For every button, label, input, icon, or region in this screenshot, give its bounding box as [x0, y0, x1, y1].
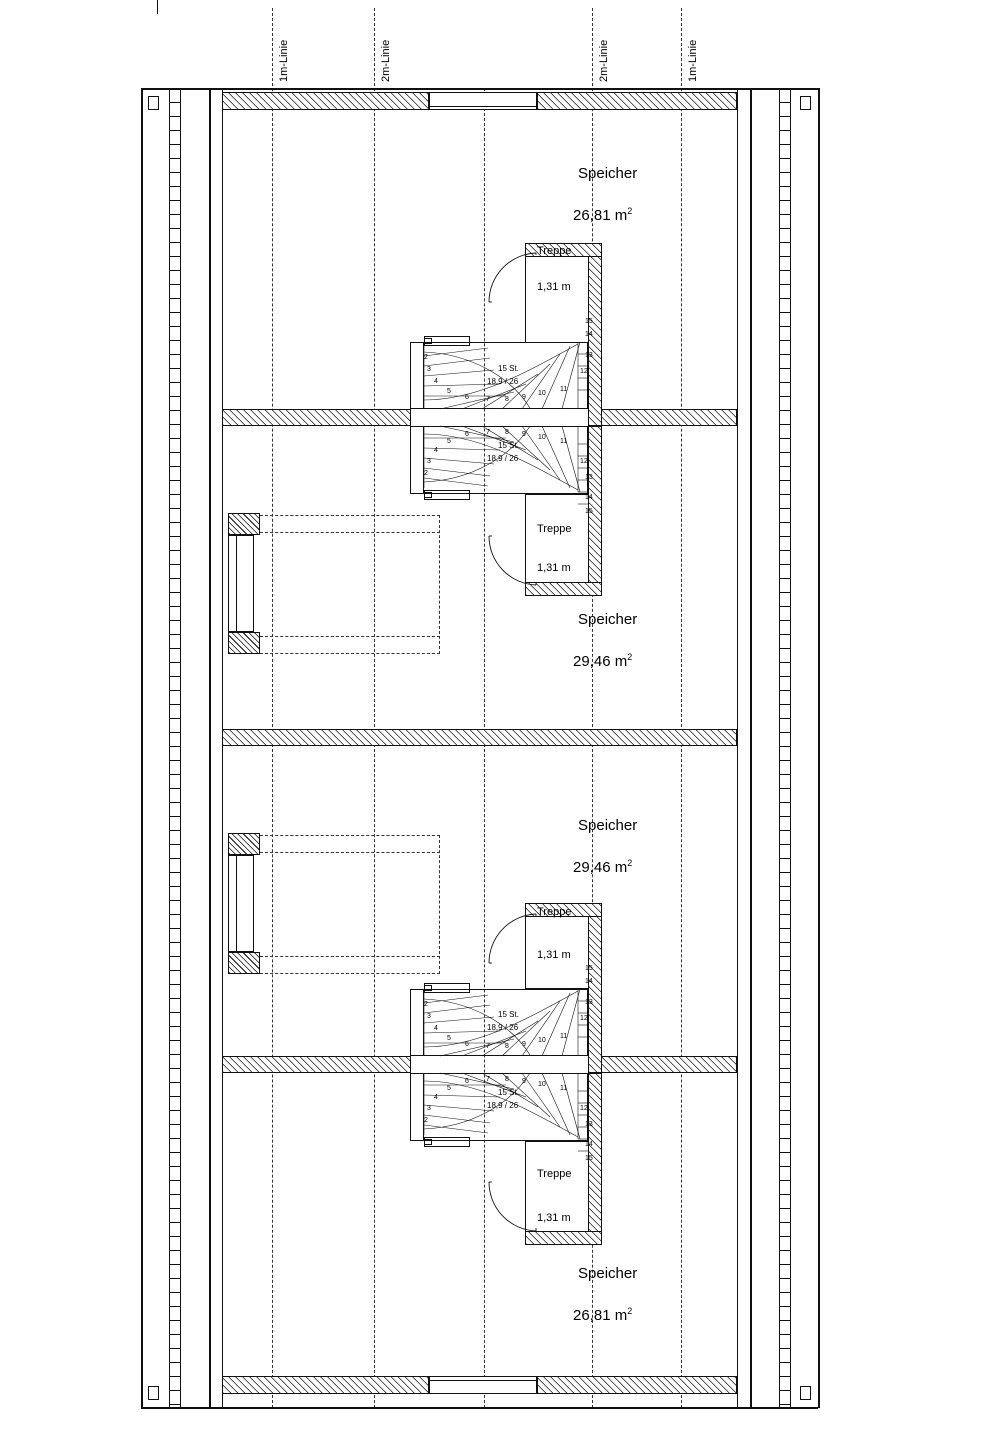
guide-label-2m-right: 2m-Linie [598, 39, 610, 82]
step-number: 9 [522, 1078, 526, 1085]
room-area-speicher-3: 29,46 $m^2$ [573, 858, 633, 876]
step-number: 14 [585, 494, 593, 501]
step-number: 12 [580, 458, 588, 465]
stair-label-treppe-2: Treppe [537, 523, 572, 535]
step-number: 12 [580, 1105, 588, 1112]
window-opening-top-sill [429, 106, 537, 107]
stair-dim-3: 18,9 / 26 [487, 1023, 519, 1032]
exterior-wall-top-left [222, 92, 429, 110]
step-number: 7 [486, 429, 490, 436]
chimney-lower-top [228, 833, 260, 855]
step-number: 3 [427, 1013, 431, 1020]
stair-width-2: 1,31 m [537, 562, 571, 574]
outer-wall-right-inner1 [790, 88, 791, 1408]
room-label-speicher-4: Speicher [578, 1265, 638, 1282]
step-number: 2 [424, 1001, 428, 1008]
step-number: 12 [580, 1015, 588, 1022]
dormer-upper-outline-top2 [260, 532, 440, 533]
step-number: 5 [447, 388, 451, 395]
dormer-lower-outline-right [439, 835, 440, 974]
dormer-upper-outline-bottom [260, 653, 440, 654]
outer-wall-right-edge [818, 88, 820, 1408]
chimney-lower-bottom [228, 952, 260, 974]
step-number: 8 [505, 429, 509, 436]
step-number: 6 [465, 431, 469, 438]
exterior-wall-bottom-right [537, 1376, 737, 1394]
step-number: 2 [424, 470, 428, 477]
corner-marker-br [800, 1386, 811, 1400]
dormer-lower-shaft [228, 855, 254, 952]
step-number: 4 [434, 1025, 438, 1032]
envelope-bottom [141, 1407, 818, 1409]
dormer-upper-outline-right [439, 515, 440, 654]
step-number: 7 [486, 1043, 490, 1050]
party-wall-upper-left [222, 409, 411, 426]
door-arc-4 [488, 1181, 538, 1233]
door-arc-1 [488, 252, 538, 304]
step-number: 6 [465, 394, 469, 401]
outer-wall-left-inner2 [180, 88, 181, 1408]
window-opening-top [429, 92, 537, 110]
stair-dim-4: 18,9 / 26 [487, 1101, 519, 1110]
stair-label-treppe-4: Treppe [537, 1168, 572, 1180]
stair-count-2: 15 St. [498, 441, 519, 450]
step-number: 15 [585, 318, 593, 325]
step-number: 13 [585, 999, 593, 1006]
stair-width-4: 1,31 m [537, 1212, 571, 1224]
corner-marker-bl [148, 1386, 159, 1400]
door-arc-3 [488, 913, 538, 965]
step-number: 4 [434, 378, 438, 385]
corner-marker-tl [148, 96, 159, 110]
dormer-lower-outline-top [260, 835, 440, 836]
step-number: 11 [560, 1033, 568, 1040]
roof-hatch-right [780, 88, 790, 1408]
wall-left-main [209, 88, 211, 1408]
stair-width-1: 1,31 m [537, 281, 571, 293]
exterior-wall-top-right [537, 92, 737, 110]
step-number: 2 [424, 1117, 428, 1124]
room-area-speicher-1: 26,81 $m^2$ [573, 206, 633, 224]
stair-label-treppe-1: Treppe [537, 245, 572, 257]
step-number: 3 [427, 458, 431, 465]
step-number: 2 [424, 354, 428, 361]
stair-width-3: 1,31 m [537, 949, 571, 961]
step-number: 11 [560, 386, 568, 393]
stair-label-treppe-3: Treppe [537, 906, 572, 918]
step-number: 4 [434, 447, 438, 454]
step-number: 9 [522, 394, 526, 401]
dormer-lower-outline-bottom [260, 973, 440, 974]
step-number: 3 [427, 1105, 431, 1112]
stair-dim-2: 18,9 / 26 [487, 454, 519, 463]
step-number: 9 [522, 431, 526, 438]
step-number: 14 [585, 1141, 593, 1148]
step-number: 3 [427, 366, 431, 373]
step-number: 13 [585, 352, 593, 359]
party-wall-upper-right [601, 409, 737, 426]
room-label-speicher-3: Speicher [578, 817, 638, 834]
step-number: 15 [585, 965, 593, 972]
step-number: 5 [447, 1085, 451, 1092]
wall-right-main-inner [737, 88, 738, 1408]
step-number: 8 [505, 1076, 509, 1083]
step-number: 6 [465, 1041, 469, 1048]
guide-label-1m-right: 1m-Linie [687, 39, 699, 82]
step-number: 4 [434, 1094, 438, 1101]
step-number: 15 [585, 508, 593, 515]
stair-count-1: 15 St. [498, 364, 519, 373]
step-number: 14 [585, 978, 593, 985]
step-number: 10 [538, 390, 546, 397]
stair-dim-1: 18,9 / 26 [487, 377, 519, 386]
outer-wall-left-edge [141, 88, 143, 1408]
step-number: 6 [465, 1078, 469, 1085]
door-arc-2 [488, 535, 538, 587]
roof-hatch-left [170, 88, 180, 1408]
step-number: 14 [585, 331, 593, 338]
room-area-speicher-2: 29,46 $m^2$ [573, 652, 633, 670]
chimney-upper-bottom [228, 632, 260, 654]
wall-left-main-inner [222, 88, 223, 1408]
party-wall-lower-left [222, 1056, 411, 1073]
step-number: 10 [538, 434, 546, 441]
step-number: 7 [486, 1076, 490, 1083]
step-number: 8 [505, 396, 509, 403]
step-number: 11 [560, 1085, 568, 1092]
guide-label-1m-left: 1m-Linie [278, 39, 290, 82]
window-opening-bottom [429, 1376, 537, 1394]
step-number: 10 [538, 1037, 546, 1044]
step-number: 9 [522, 1041, 526, 1048]
dormer-lower-shaft-inner [236, 855, 237, 952]
room-label-speicher-1: Speicher [578, 165, 638, 182]
chimney-upper-top [228, 513, 260, 535]
step-number: 8 [505, 1043, 509, 1050]
party-wall-lower-right [601, 1056, 737, 1073]
guide-line-1m-right [681, 8, 682, 1408]
corner-marker-tr [800, 96, 811, 110]
step-number: 13 [585, 474, 593, 481]
guide-line-2m-left [374, 8, 375, 1408]
dormer-upper-outline-top [260, 515, 440, 516]
dormer-upper-shaft [228, 535, 254, 632]
step-number: 12 [580, 368, 588, 375]
step-number: 7 [486, 396, 490, 403]
step-number: 15 [585, 1155, 593, 1162]
stair-count-4: 15 St. [498, 1088, 519, 1097]
guide-line-1m-left [272, 8, 273, 1408]
exterior-wall-bottom-left [222, 1376, 429, 1394]
room-label-speicher-2: Speicher [578, 611, 638, 628]
dormer-lower-outline-bottom2 [260, 956, 440, 957]
envelope-top [141, 88, 818, 90]
dormer-lower-outline-top2 [260, 852, 440, 853]
stair-hall-wall-4-bottom [525, 1231, 602, 1245]
step-number: 5 [447, 1035, 451, 1042]
step-number: 11 [560, 438, 568, 445]
step-number: 13 [585, 1121, 593, 1128]
wall-right-main [750, 88, 752, 1408]
room-area-speicher-4: 26,81 $m^2$ [573, 1306, 633, 1324]
guide-line-center [484, 88, 485, 1408]
dormer-upper-shaft-inner [236, 535, 237, 632]
guide-label-2m-left: 2m-Linie [380, 39, 392, 82]
step-number: 5 [447, 438, 451, 445]
window-opening-bottom-sill [429, 1380, 537, 1381]
dormer-upper-outline-bottom2 [260, 636, 440, 637]
step-number: 10 [538, 1081, 546, 1088]
top-tick [157, 0, 158, 14]
party-wall-middle [222, 729, 737, 746]
stair-count-3: 15 St. [498, 1010, 519, 1019]
